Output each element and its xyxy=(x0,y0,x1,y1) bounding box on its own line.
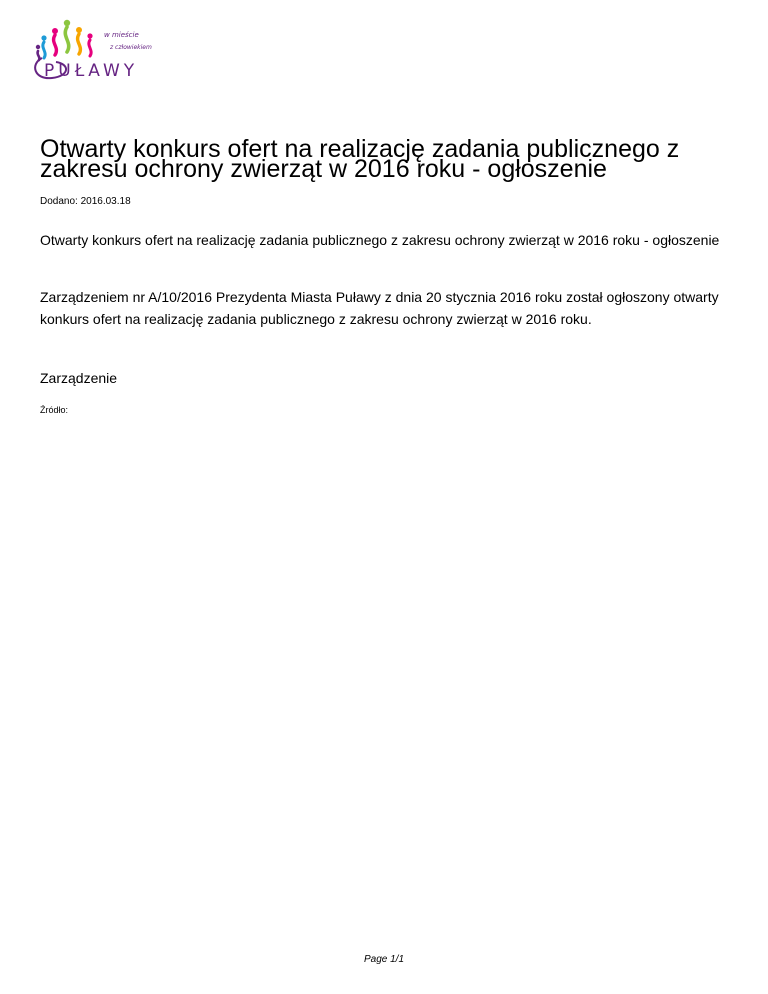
added-date: 2016.03.18 xyxy=(80,196,131,207)
pulawy-logo xyxy=(30,14,156,84)
added-label: Dodano: xyxy=(40,196,78,207)
article-body: Zarządzeniem nr A/10/2016 Prezydenta Miasta Puławy z dnia 20 stycznia 2016 roku został ogłoszony otwarty konkurs ofert na realizację zadania publicznego z zakresu ochrony zwierząt w 2016 roku. xyxy=(40,289,719,327)
article-title: Otwarty konkurs ofert na realizację zadania publicznego z zakresu ochrony zwierząt w 2016 roku - ogłoszenie xyxy=(40,135,680,183)
source-label: Źródło: xyxy=(40,405,69,415)
logo-tagline-1: w mieście xyxy=(104,31,139,39)
logo-name: PUŁAWY xyxy=(44,61,139,81)
added-date-line xyxy=(40,196,131,208)
attachment-link[interactable]: Zarządzenie xyxy=(40,370,118,386)
pulawy-logo-icon xyxy=(30,14,156,84)
article-lead: Otwarty konkurs ofert na realizację zadania publicznego z zakresu ochrony zwierząt w 2016 roku - ogłoszenie xyxy=(40,232,720,248)
logo-tagline-2: z człowiekiem xyxy=(110,44,152,51)
page-number: Page 1/1 xyxy=(363,954,405,965)
